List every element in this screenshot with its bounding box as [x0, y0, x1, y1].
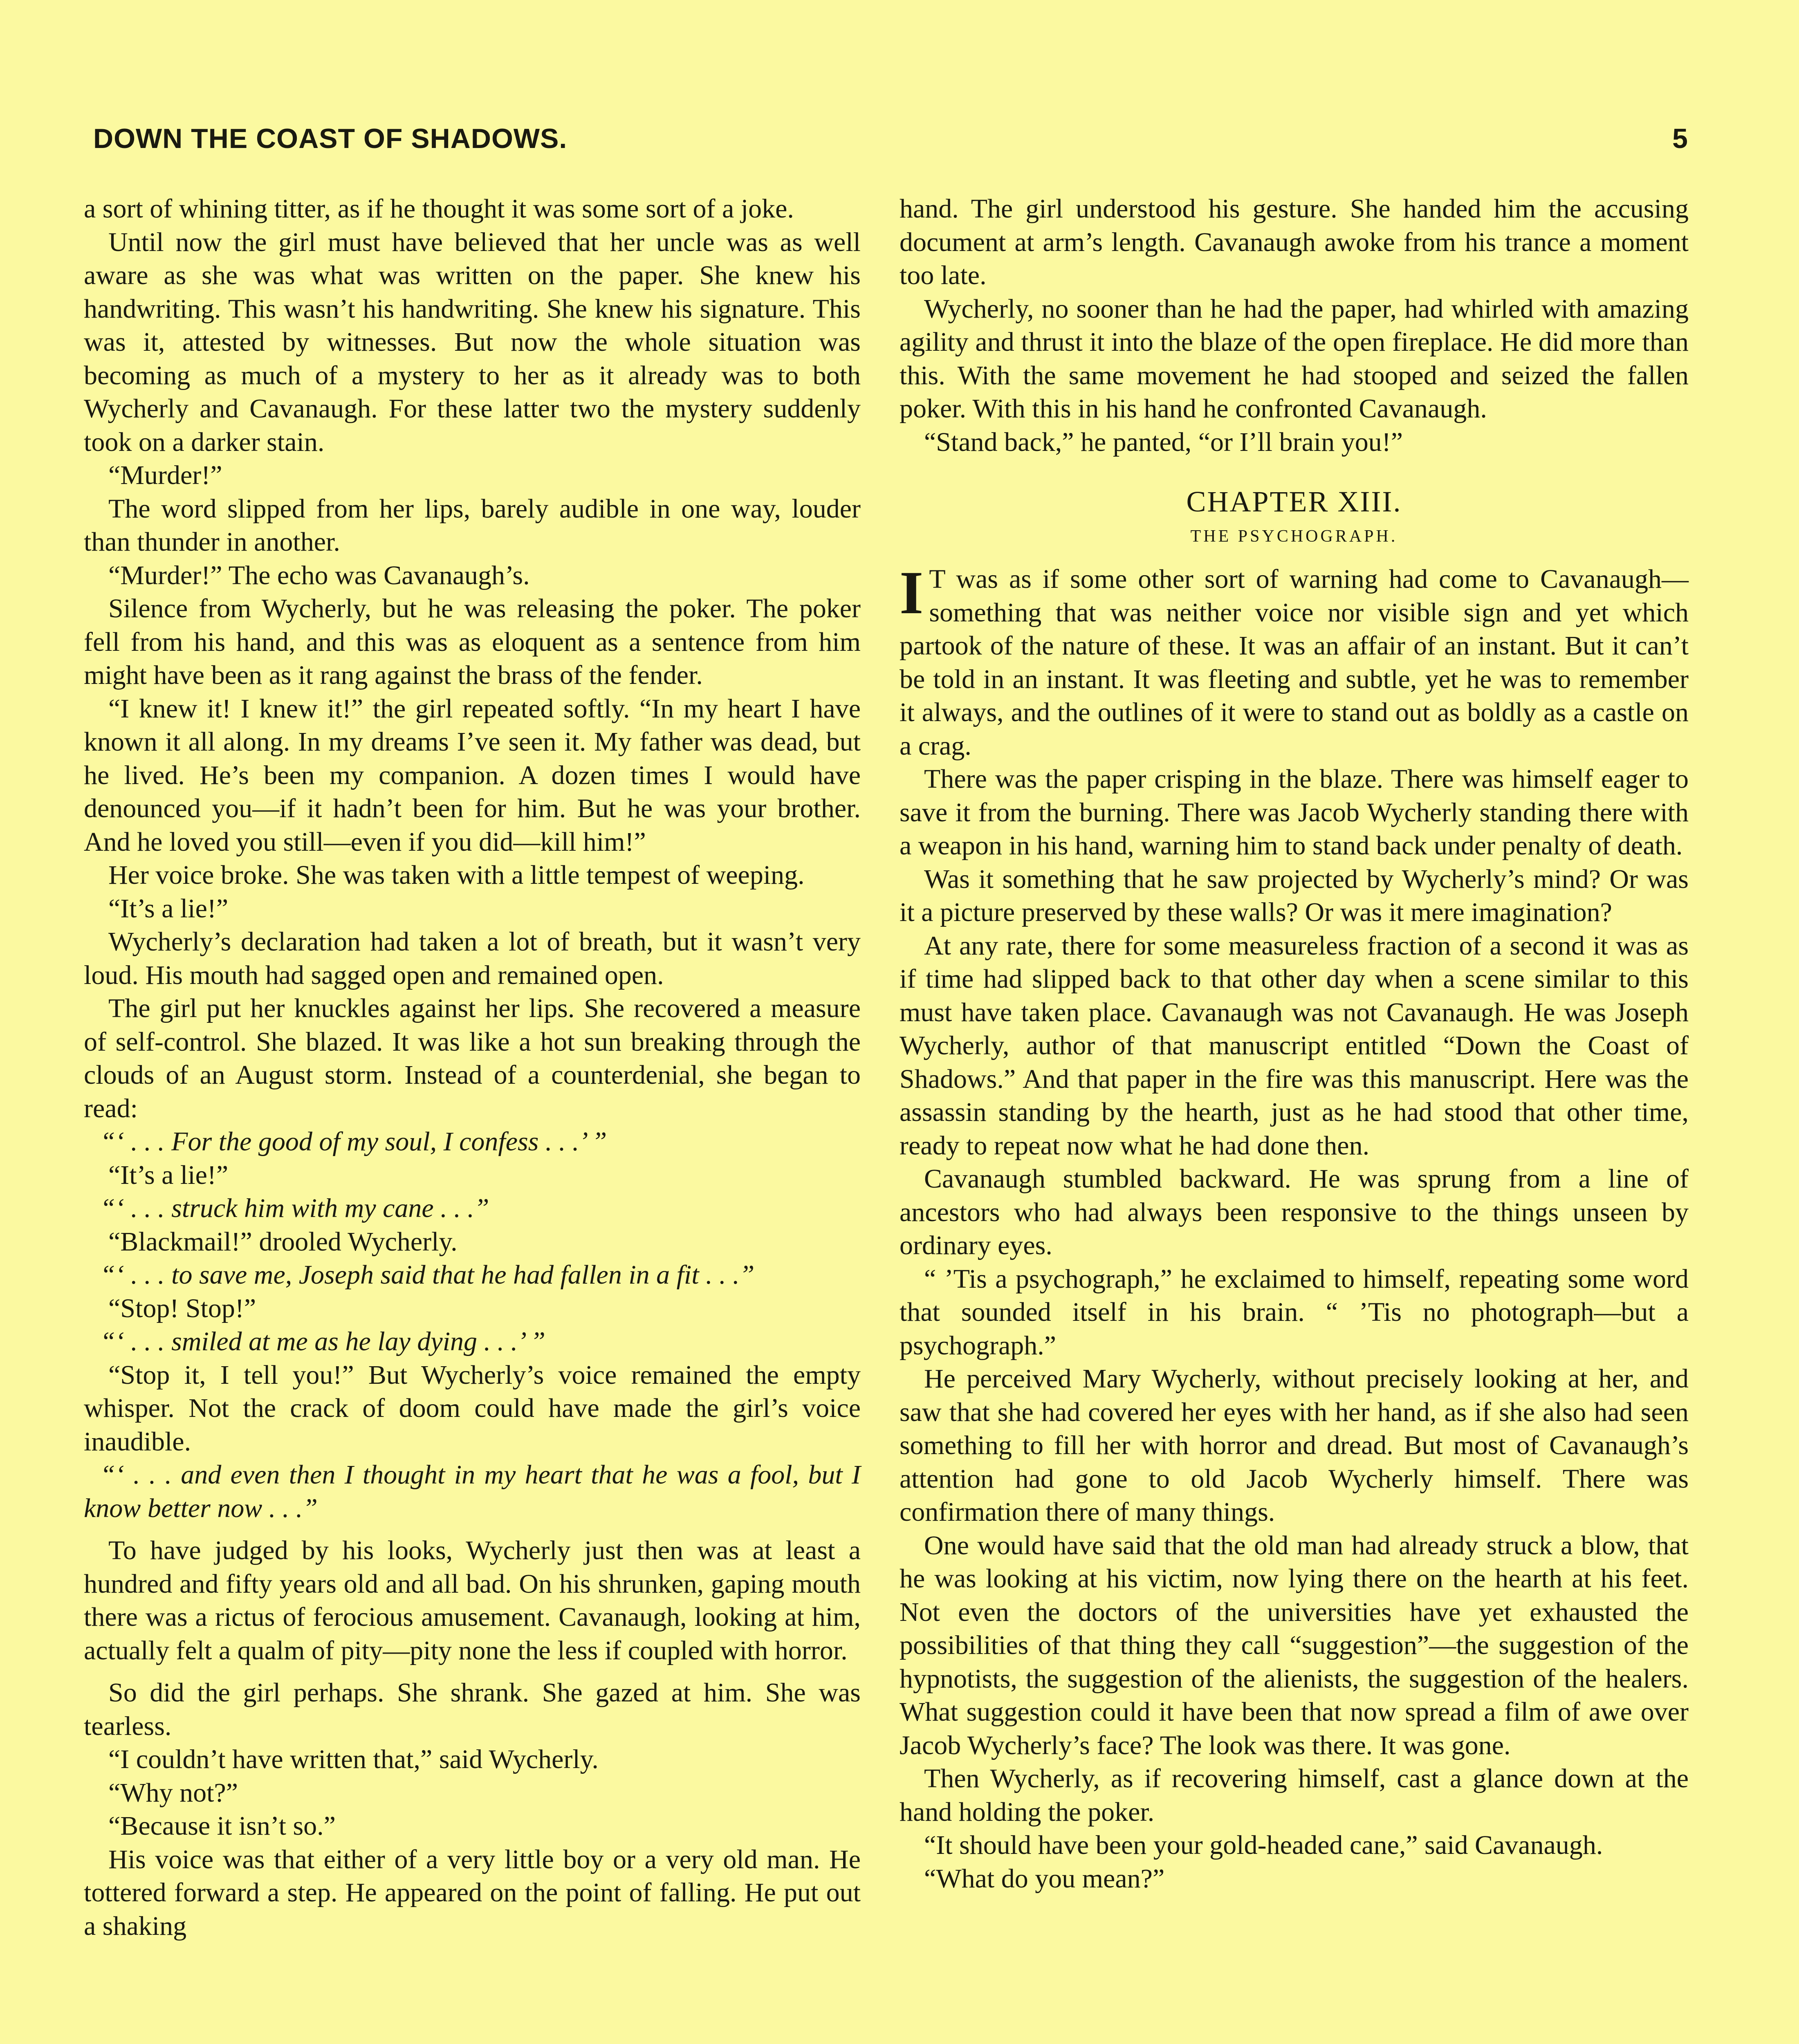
right-column — [900, 192, 1689, 1895]
opening-text: T was as if some other sort of warning had come to Cavanaugh—something that was neither voice nor visible sign and yet which partook of the nature of these. It was an affair of an instant. But it can’t be told in an instant. It was fleeting and subtle, yet he was to remember it always, and the outlines of it were to stand out as boldly as a castle on a crag. — [900, 564, 1689, 761]
paragraph: “I knew it! I knew it!” the girl repeated softly. “In my heart I have known it all along. In my dreams I’ve seen it. My father was dead, but he lived. He’s been my companion. A dozen times I would have denounced you—if it hadn’t been for him. But he was your brother. And he loved you still—even if you did—kill him!” — [84, 693, 861, 857]
quoted-line: “‘ . . . struck him with my cane . . .” — [100, 1193, 489, 1223]
paragraph: “Stop! Stop!” — [108, 1293, 256, 1323]
quoted-line: “‘ . . . and even then I thought in my heart that he was a fool, but I know better now . . .” — [84, 1460, 861, 1523]
paragraph: “I couldn’t have written that,” said Wycherly. — [108, 1744, 599, 1774]
paragraph: “Stand back,” he panted, “or I’ll brain you!” — [924, 427, 1403, 457]
quoted-line: “‘ . . . For the good of my soul, I confess . . .’ ” — [100, 1127, 607, 1156]
paragraph: “Murder!” — [108, 460, 222, 490]
paragraph: The girl put her knuckles against her lips. She recovered a measure of self-control. She blazed. It was like a hot sun breaking through the clouds of an August storm. Instead of a counterdenial, she began to read: — [84, 993, 861, 1123]
paragraph: “Stop it, I tell you!” But Wycherly’s voice remained the empty whisper. Not the crack of doom could have made the girl’s voice inaudible. — [84, 1360, 861, 1457]
quoted-line: “‘ . . . smiled at me as he lay dying . . .’ ” — [100, 1327, 545, 1356]
paragraph: “ ’Tis a psychograph,” he exclaimed to himself, repeating some word that sounded itself in his brain. “ ’Tis no photograph—but a psychograph.” — [900, 1264, 1689, 1360]
paragraph: Silence from Wycherly, but he was releasing the poker. The poker fell from his hand, and this was as eloquent as a sentence from him might have been as it rang against the brass of the fender. — [84, 594, 861, 690]
drop-cap: I — [900, 559, 924, 627]
page-header — [93, 123, 1688, 168]
chapter-title: CHAPTER XIII. — [1186, 485, 1402, 518]
running-head: DOWN THE COAST OF SHADOWS. — [93, 123, 568, 154]
paragraph: “Why not?” — [108, 1777, 238, 1808]
paragraph: a sort of whining titter, as if he thought it was some sort of a joke. — [84, 194, 794, 224]
paragraph: hand. The girl understood his gesture. She handed him the accusing document at arm’s length. Cavanaugh awoke from his trance a moment too late. — [900, 194, 1689, 290]
paragraph: “What do you mean?” — [924, 1863, 1165, 1894]
paragraph: At any rate, there for some measureless fraction of a second it was as if time had slipped back to that other day when a scene similar to this must have taken place. Cavanaugh was not Cavanaugh. He was Joseph Wycherly, author of that manuscript entitled “Down the Coast of Shadows.” And that paper in the fire was this manuscript. Here was the assassin standing by the hearth, just as he had stood that other time, ready to repeat now what he had done then. — [900, 930, 1689, 1161]
chapter-opening-paragraph — [900, 559, 1689, 762]
paragraph: “Blackmail!” drooled Wycherly. — [108, 1226, 458, 1257]
paragraph: So did the girl perhaps. She shrank. She gazed at him. She was tearless. — [84, 1678, 861, 1741]
paragraph: “It’s a lie!” — [108, 893, 229, 923]
paragraph: “It’s a lie!” — [108, 1160, 229, 1190]
paragraph: Was it something that he saw projected by Wycherly’s mind? Or was it a picture preserved by these walls? Or was it mere imagination? — [900, 864, 1689, 927]
paragraph: Wycherly’s declaration had taken a lot of breath, but it wasn’t very loud. His mouth had sagged open and remained open. — [84, 927, 861, 990]
paragraph: The word slipped from her lips, barely audible in one way, louder than thunder in another. — [84, 493, 861, 557]
paragraph: Wycherly, no sooner than he had the paper, had whirled with amazing agility and thrust it into the blaze of the open fireplace. He did more than this. With the same movement he had stooped and seized the fallen poker. With this in his hand he confronted Cavanaugh. — [900, 294, 1689, 424]
quoted-line: “‘ . . . to save me, Joseph said that he had fallen in a fit . . .” — [100, 1260, 755, 1290]
chapter-subtitle: THE PSYCHOGRAPH. — [1190, 527, 1398, 546]
paragraph: Then Wycherly, as if recovering himself, cast a glance down at the hand holding the poker. — [900, 1764, 1689, 1827]
paragraph: Until now the girl must have believed that her uncle was as well aware as she was what was written on the paper. She knew his handwriting. This wasn’t his handwriting. She knew his signature. This was it, attested by witnesses. But now the whole situation was becoming as much of a mystery to her as it already was to both Wycherly and Cavanaugh. For these latter two the mystery suddenly took on a darker stain. — [84, 227, 861, 457]
page-number: 5 — [1672, 123, 1688, 154]
paragraph: To have judged by his looks, Wycherly just then was at least a hundred and fifty years old and all bad. On his shrunken, gaping mouth there was a rictus of ferocious amusement. Cavanaugh, looking at him, actually felt a qualm of pity—pity none the less if coupled with horror. — [84, 1535, 861, 1665]
paragraph: “Because it isn’t so.” — [108, 1811, 336, 1841]
paragraph: There was the paper crisping in the blaze. There was himself eager to save it from the burning. There was Jacob Wycherly standing there with a weapon in his hand, warning him to stand back under penalty of death. — [900, 764, 1689, 861]
paragraph: His voice was that either of a very little boy or a very old man. He tottered forward a step. He appeared on the point of falling. He put out a shaking — [84, 1844, 861, 1941]
paragraph: “It should have been your gold-headed cane,” said Cavanaugh. — [924, 1830, 1603, 1860]
paragraph: He perceived Mary Wycherly, without precisely looking at her, and saw that she had covered her eyes with her hand, as if she also had seen something to fill her with horror and dread. But most of Cavanaugh’s attention had gone to old Jacob Wycherly himself. There was confirmation there of many things. — [900, 1364, 1689, 1527]
paragraph: “Murder!” The echo was Cavanaugh’s. — [108, 560, 530, 590]
paragraph: Cavanaugh stumbled backward. He was sprung from a line of ancestors who had always been responsive to the things unseen by ordinary eyes. — [900, 1164, 1689, 1260]
paragraph: Her voice broke. She was taken with a little tempest of weeping. — [108, 860, 805, 890]
paragraph: One would have said that the old man had already struck a blow, that he was looking at his victim, now lying there on the hearth at his feet. Not even the doctors of the universities have yet exhausted the possibilities of that thing they call “suggestion”—the suggestion of the hypnotists, the suggestion of the alienists, the suggestion of the healers. What suggestion could it have been that now spread a film of awe over Jacob Wycherly’s face? The look was there. It was gone. — [900, 1530, 1689, 1760]
left-column — [84, 192, 861, 1943]
